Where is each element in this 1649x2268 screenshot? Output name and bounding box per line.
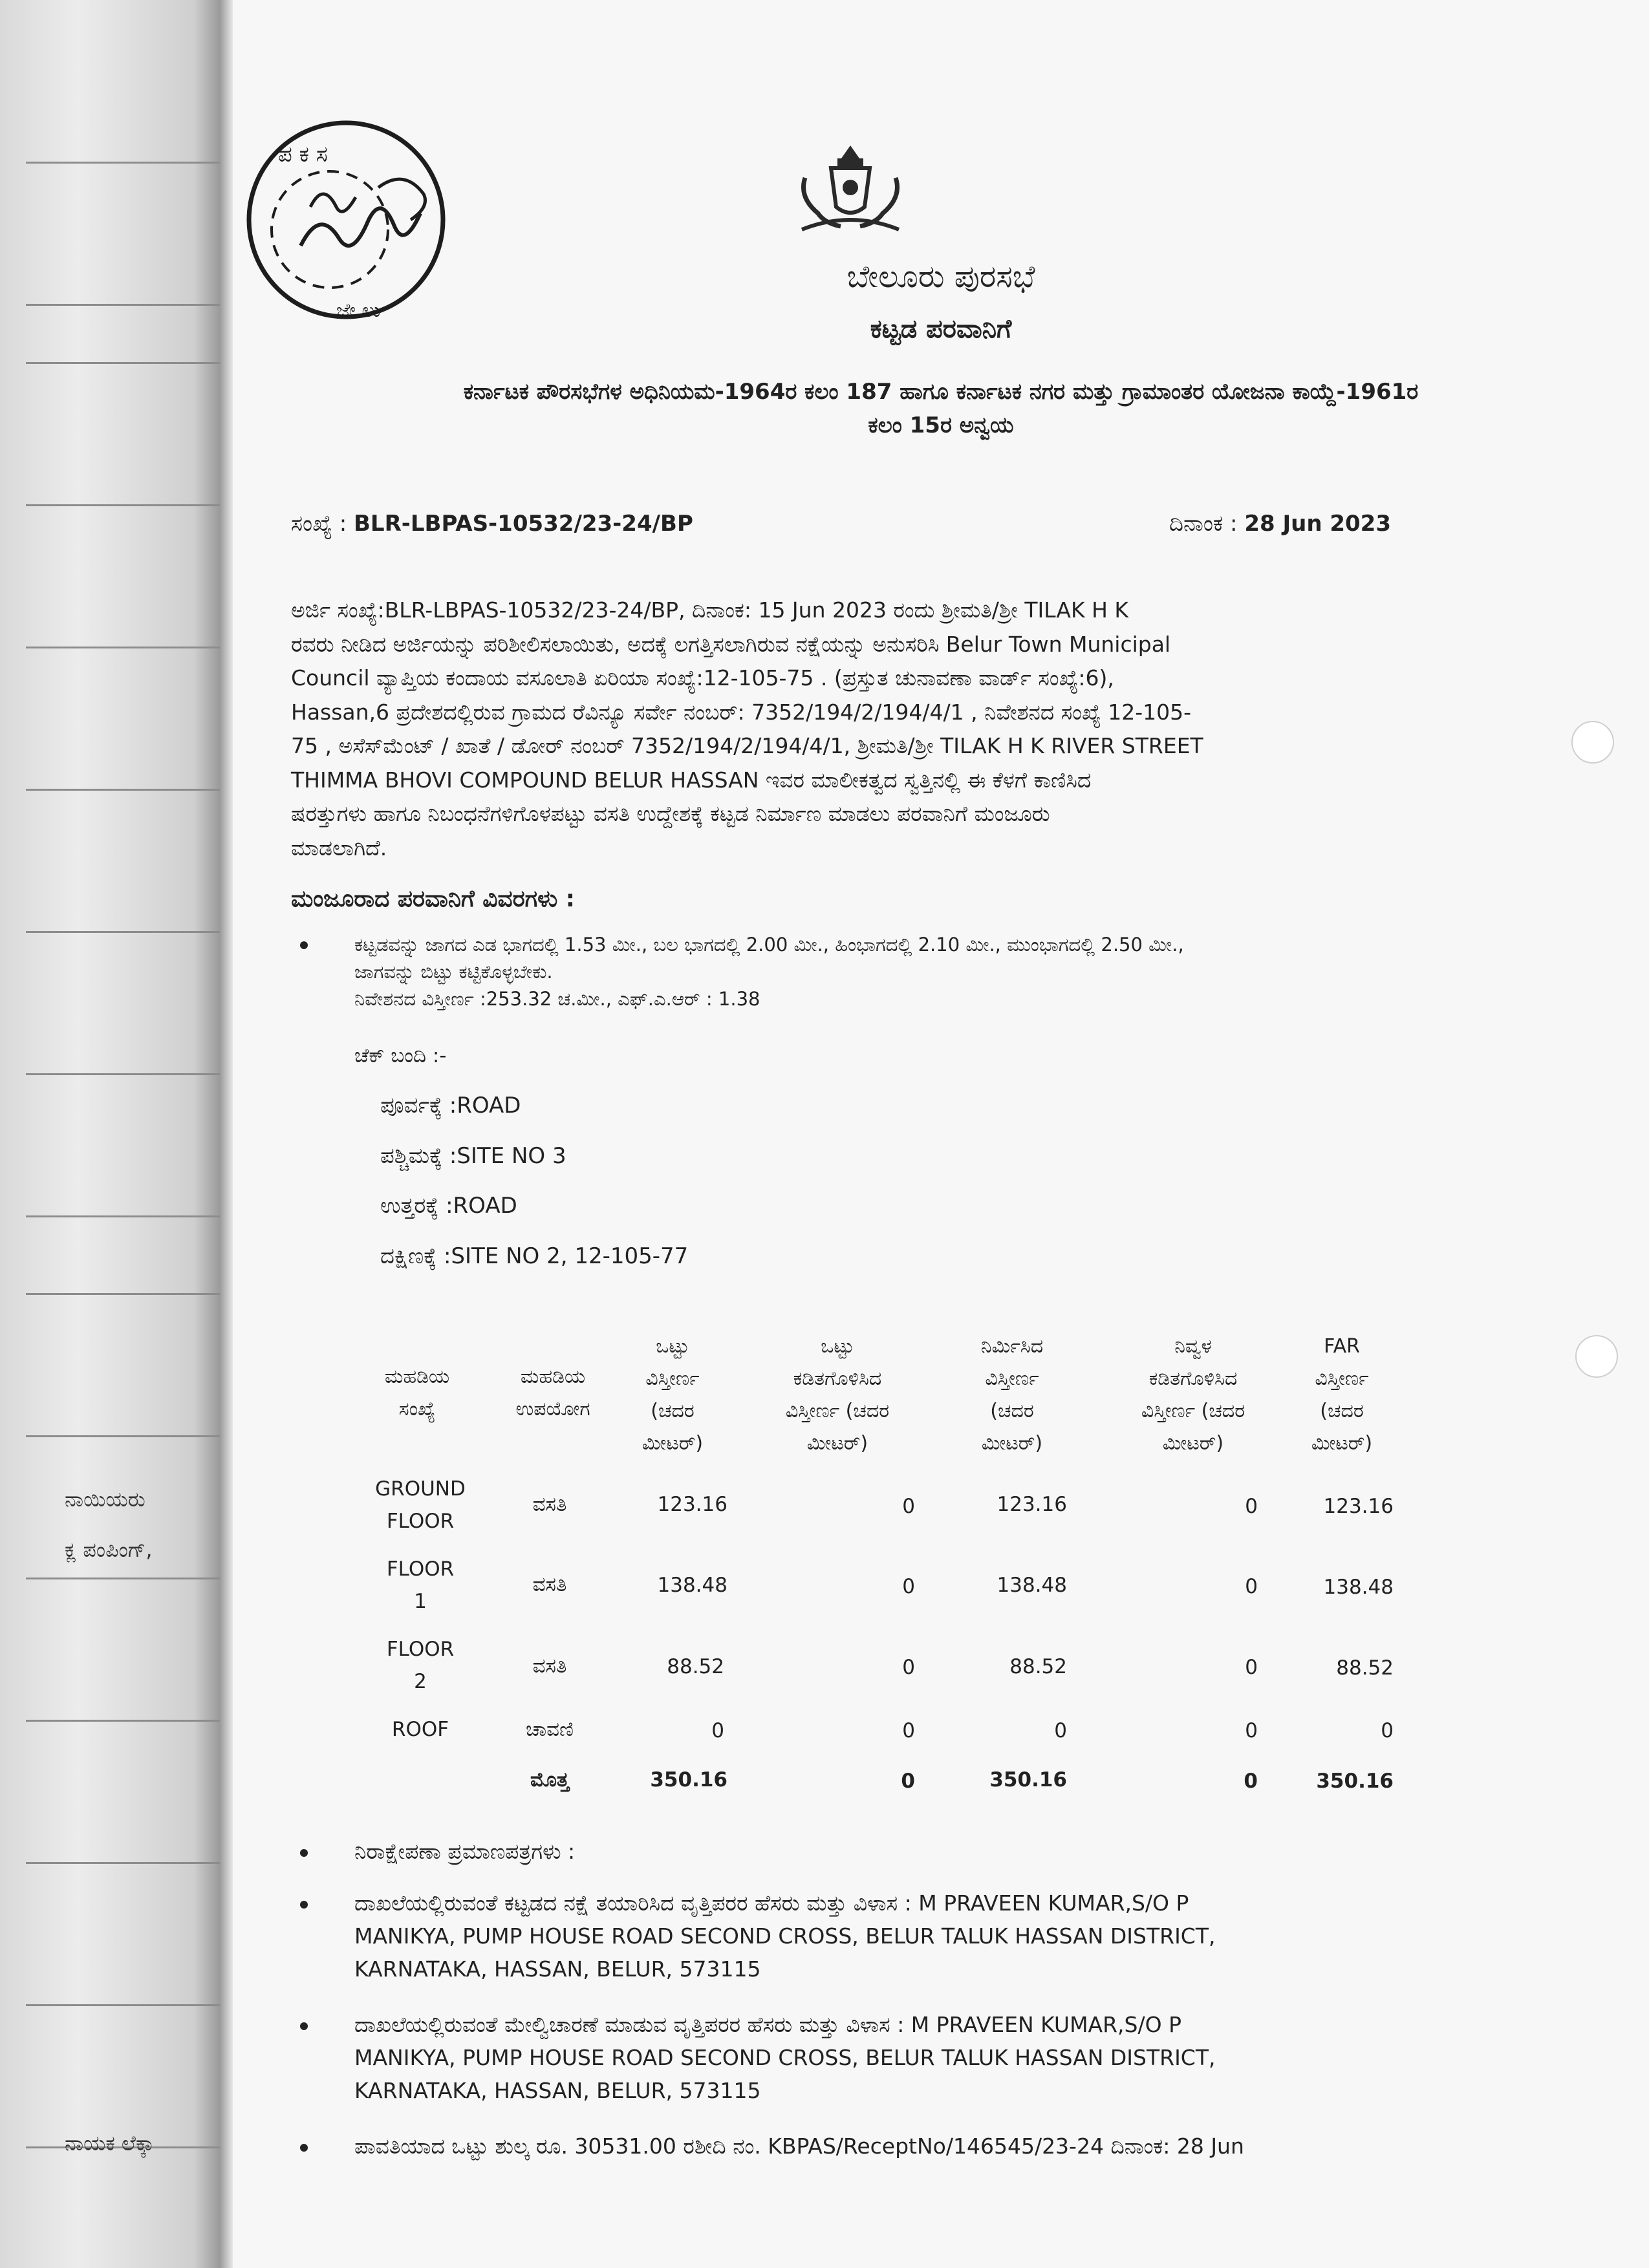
reference-number <box>291 511 693 537</box>
boundary-south: ದಕ್ಷಿಣಕ್ಕೆ :SITE NO 2, 12-105-77 <box>380 1243 689 1269</box>
table-cell-total: 138.48 <box>657 1574 727 1597</box>
body-line: Council ವ್ಯಾಪ್ತಿಯ ಕಂದಾಯ ವಸೂಲಾತಿ ಏರಿಯಾ ಸಂಖ್ಯೆ:12-105-75 . (ಪ್ರಸ್ತುತ ಚುನಾವಣಾ ವಾರ್ಡ್ ಸಂಖ್ಯೆ:6), <box>291 665 1114 690</box>
boundary-north: ಉತ್ತರಕ್ಕೆ :ROAD <box>380 1193 517 1219</box>
punch-hole <box>1571 721 1614 764</box>
table-cell-floor: FLOOR 1 <box>386 1557 455 1613</box>
column-header: ನಿವ್ವಳ ಕಡಿತಗೊಳಿಸಿದ ವಿಸ್ತೀರ್ಣ (ಚದರ ಮೀಟರ್) <box>1141 1335 1245 1455</box>
column-header: ಮಹಡಿಯ ಉಪಯೋಗ <box>515 1365 590 1420</box>
table-cell-built: 138.48 <box>997 1574 1067 1597</box>
bullet <box>300 2022 308 2030</box>
table-total-label: ಮೊತ್ತ <box>530 1768 569 1792</box>
table-total-cell: 0 <box>1244 1770 1258 1793</box>
table-total-cell: 350.16 <box>989 1768 1067 1792</box>
table-cell-floor: GROUND FLOOR <box>375 1477 466 1533</box>
document-title: ಕಟ್ಟಡ ಪರವಾನಿಗೆ <box>870 314 1012 344</box>
punch-hole <box>1575 1335 1618 1378</box>
setback-line: ಜಾಗವನ್ನು ಬಿಟ್ಟು ಕಟ್ಟಿಕೊಳ್ಳಬೇಕು. <box>354 961 553 983</box>
noc-line: ನಿರಾಕ್ಷೇಪಣಾ ಪ್ರಮಾಣಪತ್ರಗಳು : <box>354 1839 576 1864</box>
margin-snippet: ನಾಯಿಯರು <box>65 1487 146 1512</box>
table-cell-total: 0 <box>711 1719 724 1742</box>
bullet <box>300 1901 308 1909</box>
issue-date <box>1169 511 1391 537</box>
table-cell-total-deduct: 0 <box>902 1656 915 1679</box>
table-cell-built: 0 <box>1054 1719 1067 1742</box>
table-cell-net-deduct: 0 <box>1245 1575 1258 1598</box>
table-total-cell: 0 <box>901 1770 915 1793</box>
body-line: THIMMA BHOVI COMPOUND BELUR HASSAN ಇವರ ಮಾಲೀಕತ್ವದ ಸ್ವತ್ತಿನಲ್ಲಿ ಈ ಕೆಳಗೆ ಕಾಣಿಸಿದ <box>291 767 1092 793</box>
column-header: ಮಹಡಿಯ ಸಂಖ್ಯೆ <box>384 1365 450 1420</box>
boundaries-label: ಚೆಕ್ ಬಂದಿ :- <box>354 1044 447 1067</box>
table-cell-far: 0 <box>1381 1719 1394 1742</box>
office-name: ಬೇಲೂರು ಪುರಸಭೆ <box>846 259 1035 295</box>
act-reference <box>233 375 1649 442</box>
body-line: ರವರು ನೀಡಿದ ಅರ್ಜಿಯನ್ನು ಪರಿಶೀಲಿಸಲಾಯಿತು, ಅದಕ್ಕೆ ಲಗತ್ತಿಸಲಾಗಿರುವ ನಕ್ಷೆಯನ್ನು ಅನುಸರಿಸಿ Belur Town Municipal <box>291 631 1171 657</box>
table-cell-net-deduct: 0 <box>1245 1495 1258 1518</box>
details-heading: ಮಂಜೂರಾದ ಪರವಾನಿಗೆ ವಿವರಗಳು : <box>291 886 576 912</box>
svg-text:ಜೇ ಲು: ಜೇ ಲು <box>336 299 381 322</box>
supervisor-details: ದಾಖಲೆಯಲ್ಲಿರುವಂತೆ ಮೇಲ್ವಿಚಾರಣೆ ಮಾಡುವ ವೃತ್ತಿಪರರ ಹೆಸರು ಮತ್ತು ವಿಳಾಸ : M PRAVEEN KUMAR,S/O P MANIKYA, PUMP HOUSE ROAD SECOND CROSS, BELUR TALUK HASSAN DISTRICT, KARNATAKA, HASSAN, BELUR, 573115 <box>354 2012 1216 2103</box>
date-label: ದಿನಾಂಕ : <box>1169 511 1238 537</box>
reference-value: BLR-LBPAS-10532/23-24/BP <box>354 511 693 537</box>
column-header: ಒಟ್ಟು ವಿಸ್ತೀರ್ಣ (ಚದರ ಮೀಟರ್) <box>641 1335 704 1455</box>
table-cell-far: 123.16 <box>1323 1495 1394 1518</box>
margin-snippet: ಕ್ಲ ಪಂಪಿಂಗ್, <box>65 1537 153 1562</box>
table-cell-total-deduct: 0 <box>902 1575 915 1598</box>
table-cell-net-deduct: 0 <box>1245 1719 1258 1742</box>
table-cell-far: 138.48 <box>1323 1576 1394 1599</box>
body-line: Hassan,6 ಪ್ರದೇಶದಲ್ಲಿರುವ ಗ್ರಾಮದ ರೆವಿನ್ಯೂ ಸರ್ವೇ ನಂಬರ್: 7352/194/2/194/4/1 , ನಿವೇಶನದ ಸಂಖ್ಯೆ 12-105- <box>291 699 1192 725</box>
table-total-cell: 350.16 <box>650 1768 727 1792</box>
table-cell-use: ವಸತಿ <box>532 1493 567 1516</box>
bullet <box>300 941 308 949</box>
act-line: ಕಲಂ 15ರ ಅನ್ವಯ <box>868 412 1014 438</box>
body-line: ಷರತ್ತುಗಳು ಹಾಗೂ ನಿಬಂಧನೆಗಳಿಗೊಳಪಟ್ಟು ವಸತಿ ಉದ್ದೇಶಕ್ಕೆ ಕಟ್ಟಡ ನಿರ್ಮಾಣ ಮಾಡಲು ಪರವಾನಿಗೆ ಮಂಜೂರು <box>291 801 1050 826</box>
boundary-east: ಪೂರ್ವಕ್ಕೆ :ROAD <box>380 1093 521 1118</box>
margin-snippet: ನಾಯಕ ಲೆಕ್ಕಾ <box>65 2131 155 2156</box>
date-value: 28 Jun 2023 <box>1244 511 1391 537</box>
table-cell-total: 88.52 <box>667 1655 724 1678</box>
designer-details: ದಾಖಲೆಯಲ್ಲಿರುವಂತೆ ಕಟ್ಟಡದ ನಕ್ಷೆ ತಯಾರಿಸಿದ ವೃತ್ತಿಪರರ ಹೆಸರು ಮತ್ತು ವಿಳಾಸ : M PRAVEEN KUMAR,S/O P MANIKYA, PUMP HOUSE ROAD SECOND CROSS, BELUR TALUK HASSAN DISTRICT, KARNATAKA, HASSAN, BELUR, 573115 <box>354 1890 1216 1982</box>
column-header: FAR ವಿಸ್ತೀರ್ಣ (ಚದರ ಮೀಟರ್) <box>1311 1335 1373 1455</box>
setback-line: ಕಟ್ಟಡವನ್ನು ಜಾಗದ ಎಡ ಭಾಗದಲ್ಲಿ 1.53 ಮೀ., ಬಲ ಭಾಗದಲ್ಲಿ 2.00 ಮೀ., ಹಿಂಭಾಗದಲ್ಲಿ 2.10 ಮೀ., ಮುಂಭಾಗದಲ್ಲಿ 2.50 ಮೀ., <box>354 934 1184 956</box>
state-emblem <box>792 139 909 242</box>
table-cell-floor: FLOOR 2 <box>386 1638 455 1693</box>
table-cell-use: ವಸತಿ <box>532 1573 567 1596</box>
column-header: ಒಟ್ಟು ಕಡಿತಗೊಳಿಸಿದ ವಿಸ್ತೀರ್ಣ (ಚದರ ಮೀಟರ್) <box>785 1335 890 1455</box>
left-page-margin <box>0 0 233 2268</box>
boundary-west: ಪಶ್ಚಿಮಕ್ಕೆ :SITE NO 3 <box>380 1143 566 1169</box>
table-cell-total: 123.16 <box>657 1493 727 1516</box>
table-cell-total-deduct: 0 <box>902 1719 915 1742</box>
table-cell-far: 88.52 <box>1336 1656 1394 1680</box>
table-cell-floor: ROOF <box>391 1718 449 1741</box>
body-line: ಮಾಡಲಾಗಿದೆ. <box>291 835 387 861</box>
table-cell-use: ಚಾವಣಿ <box>526 1718 574 1741</box>
table-cell-total-deduct: 0 <box>902 1495 915 1518</box>
table-cell-net-deduct: 0 <box>1245 1656 1258 1679</box>
act-line: ಕರ್ನಾಟಕ ಪೌರಸಭೆಗಳ ಅಧಿನಿಯಮ-1964ರ ಕಲಂ 187 ಹಾಗೂ ಕರ್ನಾಟಕ ನಗರ ಮತ್ತು ಗ್ರಾಮಾಂತರ ಯೋಜನಾ ಕಾಯ್ದೆ-1961ರ <box>463 379 1419 405</box>
column-header: ನಿರ್ಮಿಸಿದ ವಿಸ್ತೀರ್ಣ (ಚದರ ಮೀಟರ್) <box>980 1335 1044 1455</box>
office-seal-stamp <box>239 103 453 336</box>
permit-body-paragraph <box>291 594 1403 865</box>
bullet <box>300 2144 308 2152</box>
table-total-cell: 350.16 <box>1316 1770 1394 1793</box>
setback-details <box>354 931 1184 1012</box>
reference-label: ಸಂಖ್ಯೆ : <box>291 511 347 537</box>
table-cell-use: ವಸತಿ <box>532 1654 567 1678</box>
fee-line: ಪಾವತಿಯಾದ ಒಟ್ಟು ಶುಲ್ಕ ರೂ. 30531.00 ರಶೀದಿ ನಂ. KBPAS/ReceptNo/146545/23-24 ದಿನಾಂಕ: 28 Jun <box>354 2134 1244 2159</box>
table-cell-built: 123.16 <box>997 1493 1067 1516</box>
table-cell-built: 88.52 <box>1009 1655 1067 1678</box>
svg-text:ಪ ಕ ಸ: ಪ ಕ ಸ <box>278 142 328 167</box>
body-line: 75 , ಅಸೆಸ್‌ಮೆಂಟ್ / ಖಾತೆ / ಡೋರ್ ನಂಬರ್ 7352/194/2/194/4/1, ಶ್ರೀಮತಿ/ಶ್ರೀ TILAK H K RIVER STREET <box>291 733 1203 758</box>
body-line: ಅರ್ಜಿ ಸಂಖ್ಯೆ:BLR-LBPAS-10532/23-24/BP, ದಿನಾಂಕ: 15 Jun 2023 ರಂದು ಶ್ರೀಮತಿ/ಶ್ರೀ TILAK H K <box>291 597 1129 623</box>
plot-area-line: ನಿವೇಶನದ ವಿಸ್ತೀರ್ಣ :253.32 ಚ.ಮೀ., ಎಫ್.ಎ.ಆರ್ : 1.38 <box>354 988 760 1010</box>
bullet <box>300 1849 308 1857</box>
